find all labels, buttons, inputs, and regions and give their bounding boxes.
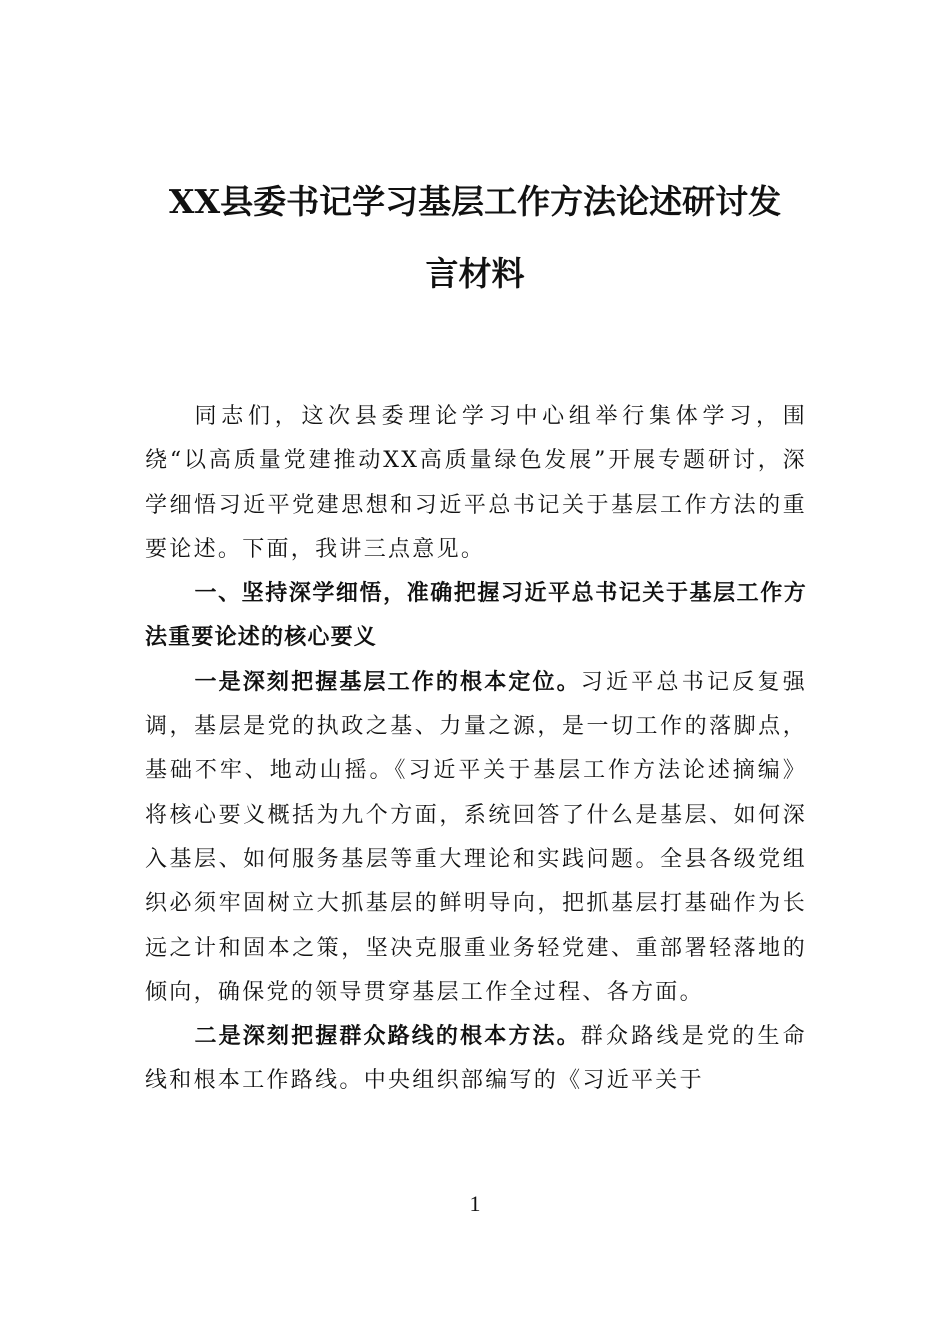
document-body <box>145 395 807 1104</box>
paragraph-point-2 <box>145 1015 807 1104</box>
intro-paragraph: 同志们，这次县委理论学习中心组举行集体学习，围绕“以高质量党建推动XX高质量绿色发展”开展专题研讨，深学细悟习近平党建思想和习近平总书记关于基层工作方法的重要论述。下面，我讲三点意见。 <box>145 404 807 562</box>
document-title <box>140 166 810 310</box>
section-heading-1: 一、坚持深学细悟，准确把握习近平总书记关于基层工作方法重要论述的核心要义 <box>145 581 807 651</box>
point-2-text: 群众路线是党的生命线和根本工作路线。中央组织部编写的《习近平关于 <box>145 1024 807 1094</box>
page-number: 1 <box>469 1191 481 1216</box>
title-line-2: 言材料 <box>425 254 525 293</box>
paragraph-point-1 <box>145 661 807 1015</box>
point-1-text: 习近平总书记反复强调，基层是党的执政之基、力量之源，是一切工作的落脚点，基础不牢、地动山摇。《习近平关于基层工作方法论述摘编》将核心要义概括为九个方面，系统回答了什么是基层、如何深入基层、如何服务基层等重大理论和实践问题。全县各级党组织必须牢固树立大抓基层的鲜明导向，把抓基层打基础作为长远之计和固本之策，坚决克服重业务轻党建、重部署轻落地的倾向，确保党的领导贯穿基层工作全过程、各方面。 <box>145 669 807 1005</box>
title-line-1: XX县委书记学习基层工作方法论述研讨发 <box>168 182 782 221</box>
point-2-lead: 二是深刻把握群众路线的根本方法。 <box>194 1024 581 1050</box>
point-1-lead: 一是深刻把握基层工作的根本定位。 <box>194 669 581 695</box>
